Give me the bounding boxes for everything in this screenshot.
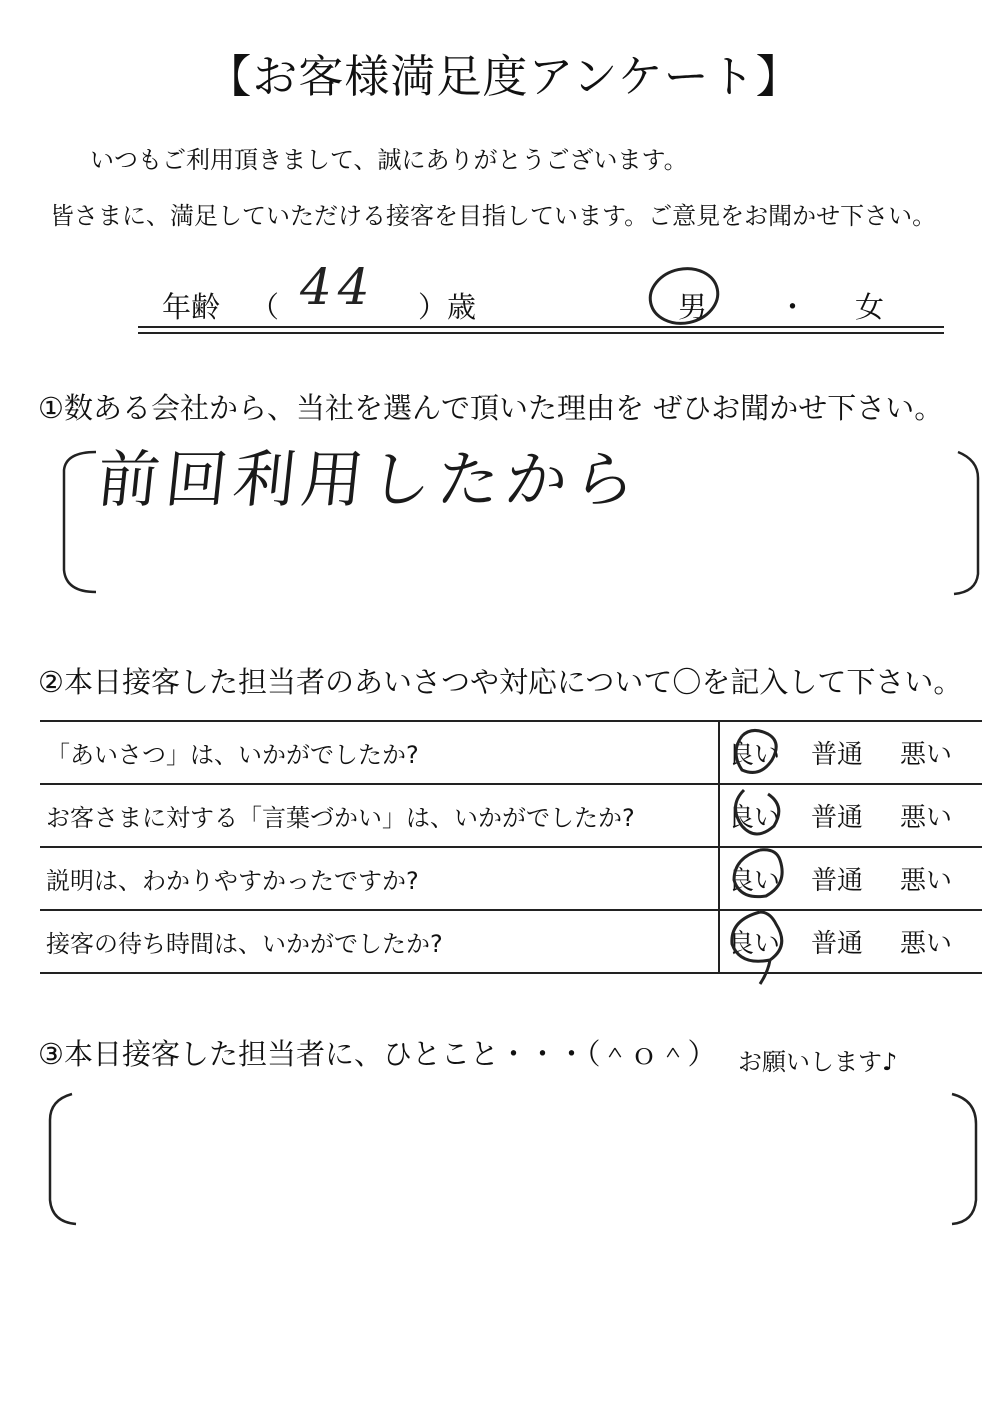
rating-option-bad[interactable]: 悪い — [899, 740, 952, 770]
rating-question: お客さまに対する「言葉づかい」は、いかがでしたか? — [40, 784, 719, 847]
rating-option-bad[interactable]: 悪い — [899, 929, 952, 959]
intro-line-2: 皆さまに、満足していただける接客を目指しています。ご意見をお聞かせ下さい。 — [50, 202, 937, 230]
gender-option-male[interactable]: 男 — [678, 290, 708, 324]
age-label: 年齢 — [162, 290, 221, 324]
q3-bracket-left — [50, 1094, 76, 1224]
rating-option-normal[interactable]: 普通 — [810, 866, 863, 896]
rating-question: 「あいさつ」は、いかがでしたか? — [40, 721, 719, 784]
rating-selection-circle — [736, 730, 776, 772]
gender-option-female[interactable]: 女 — [855, 290, 885, 324]
q1-bracket-left — [64, 452, 96, 592]
age-field[interactable]: 44 — [300, 258, 376, 316]
question-3-note: お願いします♪ — [738, 1048, 898, 1076]
rating-option-bad[interactable]: 悪い — [899, 866, 952, 896]
age-paren-open: （ — [250, 290, 280, 324]
rating-option-good[interactable]: 良い — [727, 740, 780, 770]
gender-selection-circle — [645, 263, 723, 330]
intro-line-1: いつもご利用頂きまして、誠にありがとうございます。 — [90, 146, 688, 174]
question-3-text: ③本日接客した担当者に、ひとこと・・・（＾ｏ＾） — [38, 1037, 717, 1071]
question-1-answer[interactable]: 前回利用したから — [93, 443, 646, 516]
question-2-text: ②本日接客した担当者のあいさつや対応について〇を記入して下さい。 — [38, 665, 963, 699]
rating-selection-circle — [734, 850, 782, 897]
rating-option-bad[interactable]: 悪い — [899, 803, 952, 833]
rating-question: 接客の待ち時間は、いかがでしたか? — [40, 910, 719, 973]
rating-option-good[interactable]: 良い — [727, 929, 780, 959]
age-unit: ）歳 — [418, 290, 477, 324]
rating-option-good[interactable]: 良い — [727, 866, 780, 896]
q3-bracket-right — [952, 1094, 976, 1224]
question-1-text: ①数ある会社から、当社を選んで頂いた理由を ぜひお聞かせ下さい。 — [38, 391, 944, 425]
rating-selection-circle — [732, 912, 782, 984]
rating-option-normal[interactable]: 普通 — [810, 740, 863, 770]
rating-question: 説明は、わかりやすかったですか? — [40, 847, 719, 910]
rating-option-normal[interactable]: 普通 — [810, 929, 863, 959]
q1-bracket-right — [954, 452, 978, 594]
rating-selection-circle — [735, 790, 778, 834]
rating-option-normal[interactable]: 普通 — [810, 803, 863, 833]
gender-separator: ・ — [778, 290, 808, 324]
rating-option-good[interactable]: 良い — [727, 803, 780, 833]
survey-title: 【お客様満足度アンケート】 — [206, 50, 802, 103]
